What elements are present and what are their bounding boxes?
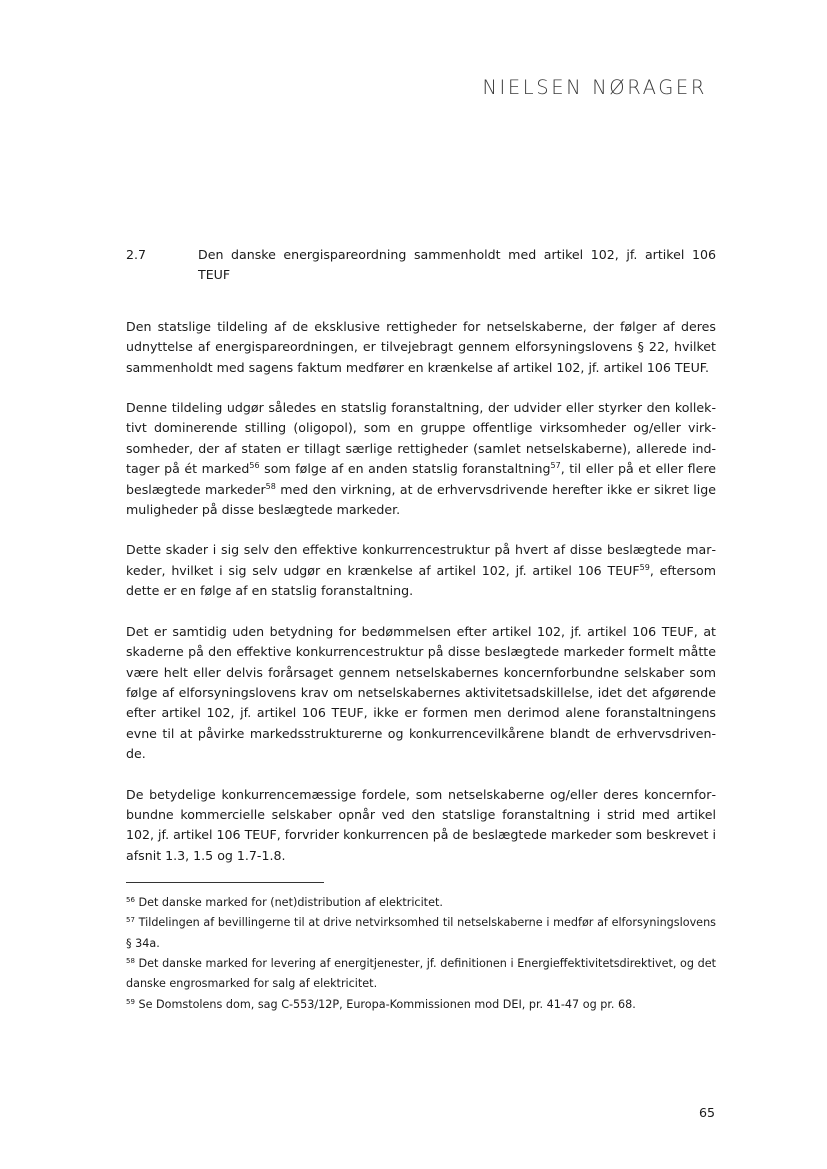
section-number: 2.7 bbox=[126, 247, 147, 262]
section-title: Den danske energispareordning sammenholdt med artikel 102, jf. artikel 106 TEUF bbox=[198, 247, 716, 283]
section-heading bbox=[126, 245, 716, 286]
footnote-text: Det danske marked for levering af energitjenester, jf. definitionen i Energieffektivitetsdirektivet, og det danske engrosmarked for salg af elektricitet. bbox=[126, 957, 716, 991]
footnote-text: Tildelingen af bevillingerne til at drive netvirksomhed til netselskaberne i medfør af elforsyningslovens § 34a. bbox=[126, 916, 716, 950]
footnote-divider bbox=[126, 882, 324, 883]
brand-logo-text: NIELSEN NØRAGER bbox=[482, 76, 707, 99]
footnote-57 bbox=[126, 913, 716, 954]
paragraph-5: De betydelige konkurrencemæssige fordele, som netselskaberne og/eller deres koncernforbundne kommercielle selskaber opnår ved den statslige foranstaltning i strid med artikel 102, jf. artikel 106 TEUF, forvrider konkurrencen på de beslægtede markeder som beskrevet i afsnit 1.3, 1.5 og 1.7-1.8. bbox=[126, 786, 716, 863]
footnote-text: Se Domstolens dom, sag C-553/12P, Europa-Kommissionen mod DEI, pr. 41-47 og pr. 68. bbox=[134, 997, 636, 1011]
footnote-number: 58 bbox=[126, 957, 135, 966]
footnote-number: 57 bbox=[126, 916, 135, 925]
paragraph-3 bbox=[126, 540, 716, 601]
footnote-number: 56 bbox=[126, 896, 135, 905]
footnote-ref-59[interactable]: 59 bbox=[639, 562, 650, 572]
paragraph-1: Den statslige tildeling af de eksklusive rettigheder for netselskaberne, der følger af deres udnyttelse af energispareordningen, er tilvejebragt gennem elforsyningslovens § 22, hvilket sammenholdt med sagens faktum medfører en krænkelse af artikel 102, jf. artikel 106 TEUF. bbox=[126, 318, 716, 375]
paragraph-3-text-a: Dette skader i sig selv den effektive konkurrencestruktur på hvert af disse beslægtede markeder, hvilket i sig selv udgør en krænkelse af artikel 102, jf. artikel 106 TEUF bbox=[126, 542, 716, 578]
footnote-58 bbox=[126, 954, 716, 995]
main-content bbox=[126, 245, 716, 1015]
paragraph-4: Det er samtidig uden betydning for bedømmelsen efter artikel 102, jf. artikel 106 TEUF, at skaderne på den effektive konkurrencestruktur på disse beslægtede markeder formelt måtte være helt eller delvis forårsaget gennem netselskabernes koncernforbundne selskaber som følge af elforsyningslovens krav om netselskabernes aktivitetsadskillelse, idet det afgørende efter artikel 102, jf. artikel 106 TEUF, ikke er formen men derimod alene foranstaltningens evne til at påvirke markedsstrukturerne og konkurrencevilkårene blandt de erhvervsdrivende. bbox=[126, 623, 716, 762]
paragraph-2-text-c: , til eller på et eller flere beslægtede markeder bbox=[126, 461, 717, 497]
footnote-59 bbox=[126, 995, 716, 1015]
footnote-ref-57[interactable]: 57 bbox=[550, 461, 561, 471]
paragraph-2-text-b: som følge af en anden statslig foranstaltning bbox=[259, 461, 551, 477]
paragraph-3-text-b: , eftersom dette er en følge af en statslig foranstaltning. bbox=[126, 562, 716, 599]
footnote-number: 59 bbox=[126, 997, 135, 1006]
footnote-ref-58[interactable]: 58 bbox=[265, 481, 276, 491]
page-number: 65 bbox=[698, 1105, 715, 1120]
paragraph-2 bbox=[126, 398, 716, 520]
footnote-text: Det danske marked for (net)distribution af elektricitet. bbox=[134, 896, 443, 910]
paragraph-2-text-a: Denne tildeling udgør således en statslig foranstaltning, der udvider eller styrker den kollektivt dominerende stilling (oligopol), som en gruppe offentlige virksomheder og/eller virksomheder, der af staten er tillagt særlige rettigheder (samlet netselskaberne), allerede indtager på ét marked bbox=[126, 400, 716, 477]
footnote-ref-56[interactable]: 56 bbox=[249, 461, 260, 471]
footnote-56 bbox=[126, 893, 716, 913]
paragraph-2-text-d: med den virkning, at de erhvervsdrivende herefter ikke er sikret lige muligheder på disse beslægtede markeder. bbox=[126, 481, 716, 518]
